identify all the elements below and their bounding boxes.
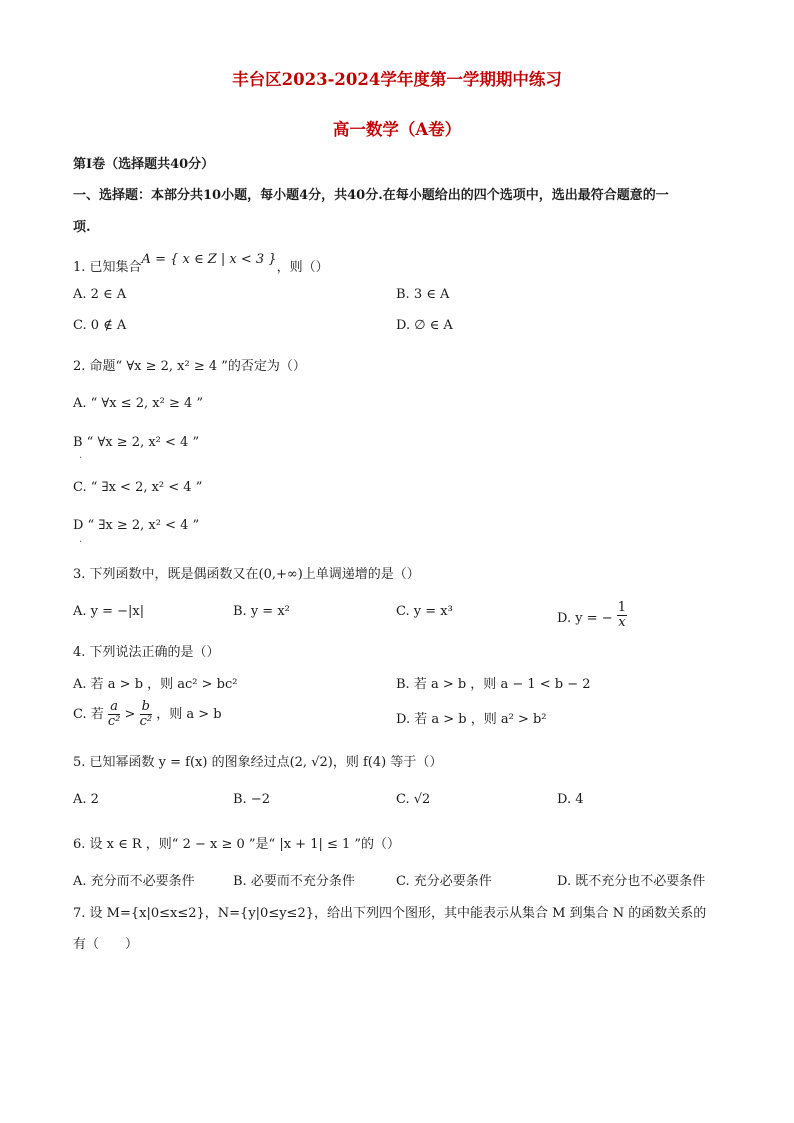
section-label: 第Ⅰ卷（选择题共40分） [73, 157, 215, 172]
q4-fraction-b-numerator: b [140, 700, 153, 715]
q3-option-a: A. y = −|x| [73, 604, 145, 619]
q2-option-c: C. “ ∃x < 2, x² < 4 ” [73, 480, 203, 495]
q4-option-c-pre: C. 若 [73, 707, 104, 722]
q3-stem: 3. 下列函数中，既是偶函数又在(0,+∞)上单调递增的是（） [73, 567, 420, 582]
q6-stem: 6. 设 x ∈ R ，则“ 2 − x ≥ 0 ”是“ |x + 1| ≤ 1 ”的（） [73, 837, 401, 852]
q4-stem: 4. 下列说法正确的是（） [73, 645, 220, 660]
exam-subtitle: 高一数学（A卷） [332, 120, 462, 139]
q6-option-d: D. 既不充分也不必要条件 [557, 874, 706, 889]
q1-option-a: A. 2 ∈ A [73, 287, 127, 302]
section-instructions-line2: 项. [73, 220, 91, 235]
q7-stem-line2: 有（ ） [73, 937, 139, 952]
q6-option-c: C. 充分必要条件 [396, 874, 492, 889]
q4-option-c-post: ，则 a > b [156, 707, 222, 722]
q3-fraction-numerator: 1 [617, 600, 627, 615]
q5-option-d: D. 4 [557, 792, 584, 807]
q6-option-a: A. 充分而不必要条件 [73, 874, 195, 889]
q4-fraction-b [140, 700, 153, 729]
q4-option-a: A. 若 a > b ，则 ac² > bc² [73, 677, 238, 692]
q4-option-d: D. 若 a > b ，则 a² > b² [396, 712, 547, 727]
q5-option-c: C. √2 [396, 792, 431, 807]
q1-stem [73, 252, 329, 275]
q4-fraction-b-denominator: c² [139, 714, 153, 729]
q2-stem: 2. 命题“ ∀x ≥ 2, x² ≥ 4 ”的否定为（） [73, 359, 306, 374]
q4-gt-sign: > [124, 707, 136, 722]
q4-option-b: B. 若 a > b ，则 a − 1 < b − 2 [396, 677, 591, 692]
q4-fraction-a-numerator: a [108, 700, 121, 715]
q5-option-a: A. 2 [73, 792, 99, 807]
q5-option-b: B. −2 [233, 792, 270, 807]
exam-title: 丰台区2023-2024学年度第一学期期中练习 [232, 70, 562, 89]
q1-stem-pre: 1. 已知集合 [73, 260, 142, 275]
q1-option-b: B. 3 ∈ A [396, 287, 450, 302]
q4-option-c [73, 700, 222, 729]
q6-option-b: B. 必要而不充分条件 [233, 874, 355, 889]
q2-option-b: B “ ∀x ≥ 2, x² < 4 ” [73, 435, 200, 450]
q3-option-b: B. y = x² [233, 604, 290, 619]
section-instructions-line1: 一、选择题：本部分共10小题，每小题4分，共40分.在每小题给出的四个选项中，选出最符合题意的一 [73, 188, 669, 203]
q2-option-a: A. “ ∀x ≤ 2, x² ≥ 4 ” [73, 396, 204, 411]
q3-fraction-denominator: x [618, 615, 626, 630]
q3-option-c: C. y = x³ [396, 604, 453, 619]
q3-option-d [557, 600, 627, 633]
q4-fraction-a [108, 700, 121, 729]
q7-stem-line1: 7. 设 M={x|0≤x≤2}，N={y|0≤y≤2}，给出下列四个图形，其中能表示从集合 M 到集合 N 的函数关系的 [73, 906, 707, 921]
q3-fraction [617, 601, 627, 630]
q4-fraction-a-denominator: c² [107, 714, 121, 729]
q1-set-formula: A = { x ∈ Z | x < 3 } [141, 252, 277, 267]
q1-stem-post: ，则（） [276, 260, 329, 275]
q2-option-d: D “ ∃x ≥ 2, x² < 4 ” [73, 518, 200, 533]
dot-mark: . [79, 450, 83, 461]
q5-stem: 5. 已知幂函数 y = f(x) 的图象经过点(2, √2)，则 f(4) 等于（） [73, 755, 443, 770]
dot-mark: . [79, 534, 83, 545]
q3-option-d-text: D. y = − [557, 611, 613, 626]
q1-option-c: C. 0 ∉ A [73, 318, 127, 333]
q1-option-d: D. ∅ ∈ A [396, 318, 453, 333]
